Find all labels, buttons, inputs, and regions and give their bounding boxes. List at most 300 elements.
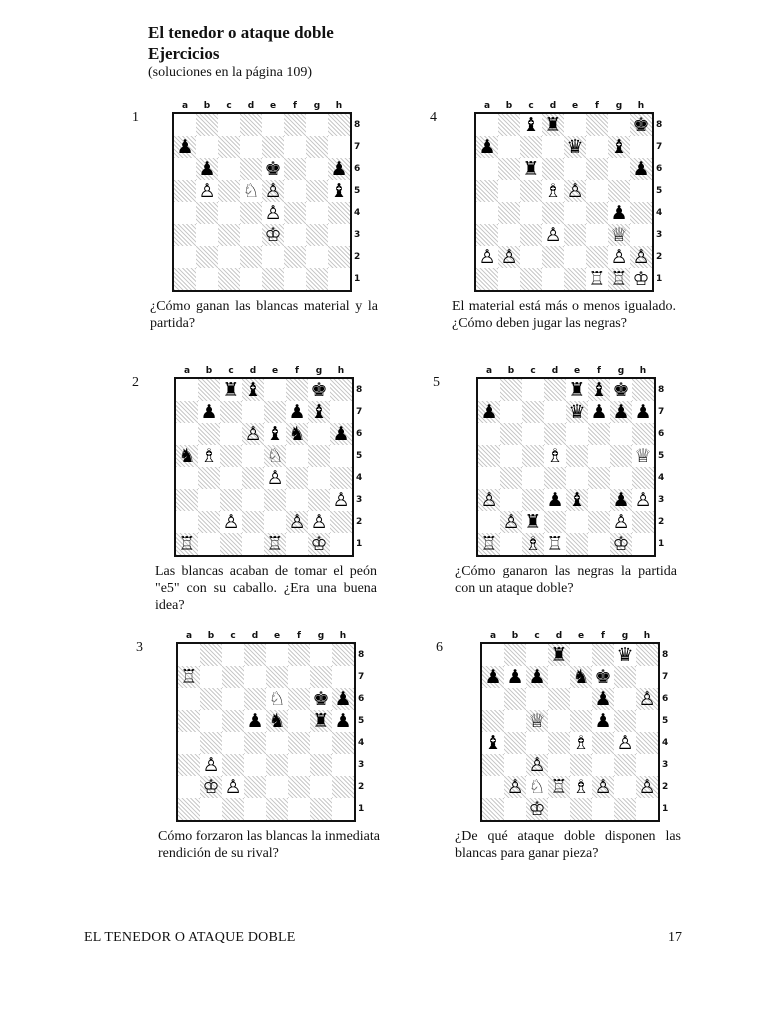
square-c3 [520,224,542,246]
square-a8 [476,114,498,136]
rank-label: 8 [656,120,663,130]
chess-piece-icon: ♝ [610,136,628,158]
rank-label: 3 [356,495,363,505]
square-d2 [544,511,566,533]
square-h1 [636,798,658,820]
square-h7 [328,136,350,158]
chess-piece-icon: ♗ [200,445,218,467]
square-a3 [178,754,200,776]
square-b7 [500,401,522,423]
chess-piece-icon: ♟ [332,423,350,445]
chess-piece-icon: ♟ [198,158,216,180]
chess-piece-icon: ♙ [616,732,634,754]
file-label: c [528,101,534,111]
chess-piece-icon: ♙ [478,246,496,268]
chess-piece-icon: ♟ [478,136,496,158]
chess-piece-icon: ♝ [568,489,586,511]
square-a3 [176,489,198,511]
square-a3 [482,754,504,776]
square-e2 [570,776,592,798]
rank-label: 6 [356,429,363,439]
square-d6 [242,423,264,445]
square-b8 [500,379,522,401]
square-b3 [500,489,522,511]
square-g4 [614,732,636,754]
file-label: b [505,101,513,111]
file-label: h [643,631,651,641]
chess-board [480,642,660,822]
square-a4 [478,467,500,489]
square-f2 [588,511,610,533]
square-g4 [608,202,630,224]
file-label: a [485,366,493,376]
square-f2 [592,776,614,798]
square-b2 [196,246,218,268]
square-c3 [522,489,544,511]
square-b5 [196,180,218,202]
file-label: f [597,366,601,376]
square-c6 [222,688,244,710]
square-h6 [332,688,354,710]
square-a8 [174,114,196,136]
square-g6 [306,158,328,180]
rank-label: 2 [656,252,663,262]
file-labels [172,101,348,111]
file-label: d [549,101,557,111]
square-f3 [586,224,608,246]
chess-piece-icon: ♟ [594,710,612,732]
rank-label: 5 [656,186,663,196]
exercise-question: ¿De qué ataque doble disponen las blancas para ganar pieza? [455,829,681,861]
chess-piece-icon: ♖ [550,776,568,798]
square-a8 [478,379,500,401]
exercise-question: Cómo forzaron las blancas la inmediata rendición de su rival? [158,829,380,861]
square-d5 [548,710,570,732]
chess-piece-icon: ♝ [590,379,608,401]
square-h3 [328,224,350,246]
square-f5 [586,180,608,202]
file-label: h [335,101,343,111]
square-a3 [174,224,196,246]
square-c8 [522,379,544,401]
rank-label: 8 [658,385,665,395]
square-e8 [262,114,284,136]
file-label: h [337,366,345,376]
square-c2 [520,246,542,268]
square-d3 [244,754,266,776]
chess-piece-icon: ♗ [572,732,590,754]
chess-piece-icon: ♜ [550,644,568,666]
square-e1 [262,268,284,290]
square-a5 [178,710,200,732]
file-label: b [207,631,215,641]
chapter-title: El tenedor o ataque doble [148,23,334,42]
square-c6 [520,158,542,180]
square-e5 [564,180,586,202]
chess-piece-icon: ♙ [544,224,562,246]
square-a6 [174,158,196,180]
file-label: a [185,631,193,641]
square-a6 [478,423,500,445]
square-f3 [592,754,614,776]
rank-label: 1 [354,274,361,284]
chess-piece-icon: ♙ [202,754,220,776]
chess-board [176,642,356,822]
chess-piece-icon: ♝ [310,401,328,423]
square-d1 [542,268,564,290]
section-title: Ejercicios [148,44,220,63]
square-d4 [244,732,266,754]
file-label: d [249,366,257,376]
page-number: 17 [668,930,682,945]
square-e1 [570,798,592,820]
square-b1 [504,798,526,820]
square-g7 [306,136,328,158]
square-e1 [264,533,286,555]
square-h5 [636,710,658,732]
square-f7 [592,666,614,688]
square-g1 [310,798,332,820]
square-f4 [588,467,610,489]
square-g1 [614,798,636,820]
square-d5 [240,180,262,202]
square-f8 [286,379,308,401]
file-label: d [251,631,259,641]
chess-piece-icon: ♘ [268,688,286,710]
file-label: a [489,631,497,641]
square-b7 [198,401,220,423]
square-g1 [308,533,330,555]
square-b2 [498,246,520,268]
square-e6 [570,688,592,710]
square-g3 [608,224,630,246]
square-c6 [522,423,544,445]
file-label: h [339,631,347,641]
rank-label: 1 [358,804,365,814]
square-g7 [608,136,630,158]
chess-piece-icon: ♜ [544,114,562,136]
chess-board [474,112,654,292]
chess-piece-icon: ♗ [544,180,562,202]
chess-piece-icon: ♜ [568,379,586,401]
chess-piece-icon: ♙ [480,489,498,511]
rank-label: 6 [658,429,665,439]
chess-piece-icon: ♚ [264,158,282,180]
square-c7 [526,666,548,688]
square-c5 [218,180,240,202]
square-b4 [498,202,520,224]
chess-piece-icon: ♙ [266,467,284,489]
square-h6 [328,158,350,180]
file-label: d [551,366,559,376]
chess-piece-icon: ♜ [312,710,330,732]
rank-label: 3 [354,230,361,240]
square-g6 [308,423,330,445]
square-f6 [288,688,310,710]
square-c5 [522,445,544,467]
square-b8 [198,379,220,401]
chess-piece-icon: ♙ [566,180,584,202]
square-d2 [244,776,266,798]
rank-label: 1 [662,804,669,814]
square-h4 [636,732,658,754]
square-c6 [218,158,240,180]
square-d5 [542,180,564,202]
file-label: b [507,366,515,376]
square-e3 [570,754,592,776]
square-e6 [564,158,586,180]
square-f6 [284,158,306,180]
square-h1 [632,533,654,555]
chess-piece-icon: ♞ [572,666,590,688]
square-h1 [330,533,352,555]
square-f7 [288,666,310,688]
square-g2 [308,511,330,533]
rank-label: 5 [354,186,361,196]
square-e2 [262,246,284,268]
square-c2 [218,246,240,268]
chess-piece-icon: ♟ [612,401,630,423]
rank-label: 7 [656,142,663,152]
square-g3 [614,754,636,776]
file-label: h [637,101,645,111]
square-a8 [178,644,200,666]
rank-label: 4 [356,473,363,483]
chess-piece-icon: ♟ [200,401,218,423]
square-d4 [240,202,262,224]
square-e7 [564,136,586,158]
square-e7 [262,136,284,158]
square-h7 [632,401,654,423]
rank-label: 8 [356,385,363,395]
chess-piece-icon: ♕ [528,710,546,732]
square-f8 [288,644,310,666]
chess-piece-icon: ♟ [480,401,498,423]
square-g2 [614,776,636,798]
rank-label: 6 [358,694,365,704]
square-g5 [308,445,330,467]
square-h4 [332,732,354,754]
square-h5 [328,180,350,202]
square-g5 [614,710,636,732]
square-b5 [200,710,222,732]
chess-piece-icon: ♚ [594,666,612,688]
chess-piece-icon: ♟ [528,666,546,688]
chess-piece-icon: ♞ [288,423,306,445]
square-g7 [614,666,636,688]
rank-label: 2 [356,517,363,527]
rank-label: 8 [662,650,669,660]
file-label: b [205,366,213,376]
rank-label: 2 [662,782,669,792]
square-g5 [310,710,332,732]
square-b1 [500,533,522,555]
square-g4 [310,732,332,754]
square-a1 [478,533,500,555]
chess-piece-icon: ♝ [330,180,348,202]
square-d1 [544,533,566,555]
square-a4 [176,467,198,489]
chess-piece-icon: ♖ [180,666,198,688]
square-e3 [266,754,288,776]
square-g1 [610,533,632,555]
square-e1 [566,533,588,555]
square-h6 [632,423,654,445]
square-a4 [482,732,504,754]
square-g7 [610,401,632,423]
square-g8 [308,379,330,401]
square-a5 [478,445,500,467]
square-d7 [240,136,262,158]
rank-label: 7 [662,672,669,682]
square-e2 [266,776,288,798]
square-a8 [482,644,504,666]
square-h3 [330,489,352,511]
file-label: g [317,631,325,641]
square-a6 [482,688,504,710]
square-g3 [306,224,328,246]
square-e5 [266,710,288,732]
square-c2 [222,776,244,798]
square-c1 [218,268,240,290]
chess-piece-icon: ♛ [616,644,634,666]
chess-board [172,112,352,292]
square-c4 [218,202,240,224]
square-e4 [266,732,288,754]
square-d8 [244,644,266,666]
file-label: g [621,631,629,641]
chess-piece-icon: ♖ [588,268,606,290]
file-label: a [181,101,189,111]
square-b4 [200,732,222,754]
chess-piece-icon: ♙ [612,511,630,533]
chess-piece-icon: ♔ [264,224,282,246]
square-e8 [570,644,592,666]
square-g6 [310,688,332,710]
square-f1 [592,798,614,820]
square-c7 [522,401,544,423]
square-c3 [222,754,244,776]
chess-piece-icon: ♙ [288,511,306,533]
square-a7 [178,666,200,688]
square-f1 [286,533,308,555]
rank-label: 3 [656,230,663,240]
exercise-question: ¿Cómo ganan las blancas material y la partida? [150,299,378,331]
square-f4 [286,467,308,489]
square-c1 [222,798,244,820]
square-a7 [476,136,498,158]
square-h5 [630,180,652,202]
chess-piece-icon: ♗ [524,533,542,555]
square-c8 [218,114,240,136]
square-d3 [542,224,564,246]
square-a1 [476,268,498,290]
chess-piece-icon: ♙ [632,246,650,268]
square-c4 [526,732,548,754]
square-f4 [288,732,310,754]
square-f8 [592,644,614,666]
rank-label: 5 [358,716,365,726]
chess-piece-icon: ♖ [610,268,628,290]
chess-piece-icon: ♙ [594,776,612,798]
file-label: c [230,631,236,641]
solutions-note: (soluciones en la página 109) [148,65,313,80]
chess-piece-icon: ♙ [610,246,628,268]
square-d1 [548,798,570,820]
exercise-question: ¿Cómo ganaron las negras la partida con un ataque doble? [455,564,677,596]
square-e8 [266,644,288,666]
chess-piece-icon: ♝ [522,114,540,136]
square-a6 [476,158,498,180]
square-b1 [200,798,222,820]
exercise-question: El material está más o menos igualado. ¿Cómo deben jugar las negras? [452,299,676,331]
exercise-number: 2 [132,375,139,390]
square-h2 [332,776,354,798]
square-a8 [176,379,198,401]
square-h8 [632,379,654,401]
square-h8 [332,644,354,666]
square-h8 [328,114,350,136]
square-a7 [174,136,196,158]
square-a2 [482,776,504,798]
square-c6 [220,423,242,445]
square-d6 [240,158,262,180]
square-a5 [476,180,498,202]
square-d4 [548,732,570,754]
running-footer: EL TENEDOR O ATAQUE DOBLE [84,930,296,945]
square-a2 [174,246,196,268]
chess-piece-icon: ♙ [528,754,546,776]
square-b4 [500,467,522,489]
square-d8 [240,114,262,136]
square-f3 [588,489,610,511]
square-c1 [526,798,548,820]
square-c7 [222,666,244,688]
chess-piece-icon: ♖ [266,533,284,555]
chess-piece-icon: ♜ [524,511,542,533]
chess-piece-icon: ♔ [310,533,328,555]
square-b4 [196,202,218,224]
square-e5 [570,710,592,732]
square-c3 [218,224,240,246]
square-f2 [586,246,608,268]
square-d4 [542,202,564,224]
square-g8 [614,644,636,666]
square-e3 [566,489,588,511]
square-d2 [542,246,564,268]
rank-label: 4 [358,738,365,748]
square-f6 [586,158,608,180]
square-b2 [198,511,220,533]
square-d7 [242,401,264,423]
chess-piece-icon: ♟ [610,202,628,224]
square-d1 [240,268,262,290]
square-a4 [178,732,200,754]
square-h4 [330,467,352,489]
square-h7 [330,401,352,423]
square-b3 [504,754,526,776]
square-e1 [564,268,586,290]
square-d2 [240,246,262,268]
chess-piece-icon: ♙ [310,511,328,533]
square-f8 [588,379,610,401]
square-f7 [586,136,608,158]
chess-piece-icon: ♟ [506,666,524,688]
square-f4 [592,732,614,754]
chess-piece-icon: ♝ [484,732,502,754]
exercise-number: 5 [433,375,440,390]
rank-label: 4 [656,208,663,218]
